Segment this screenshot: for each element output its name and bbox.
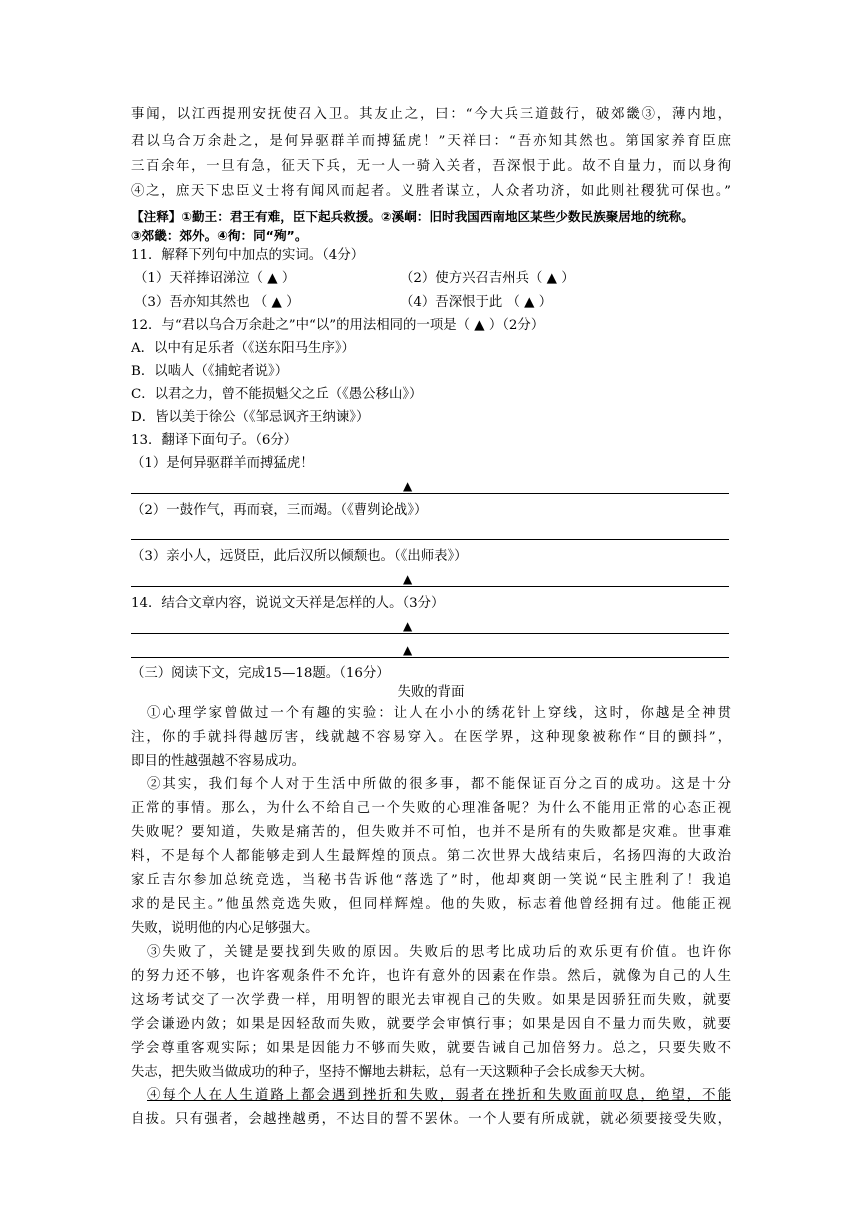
article-line: ②其实，我们每个人对于生活中所做的很多事，都不能保证百分之百的成功。这是十分 [147,777,731,792]
passage-line-1: 事闻，以江西提刑安抚使召入卫。其友止之，曰：“今大兵三道鼓行，破郊畿③，薄内地， [131,107,731,122]
answer-line [131,539,729,540]
article-line: 失志，把失败当做成功的种子，坚持不懈地去耕耘，总有一天这颗种子会长成参天大树。 [131,1065,654,1080]
answer-triangle: ▲ [403,479,413,493]
q11-item-3: （3）吾亦知其然也 （ ▲ ） [134,295,300,310]
section3-heading: （三）阅读下文，完成15—18题。（16分） [131,666,390,681]
answer-line [131,493,729,494]
annotation-line-2: ③郊畿：郊外。④徇：同“殉”。 [131,228,308,243]
article-line: 即目的性越强越不容易成功。 [131,754,306,769]
article-line: 料，不是每个人都能够走到人生最辉煌的顶点。第二次世界大战结束后，名扬四海的大政治 [131,849,731,864]
article-line: 正常的事情。那么，为什么不给自己一个失败的心理准备呢？为什么不能用正常的心态正视 [131,801,731,816]
passage-line-3: 三百余年，一旦有急，征天下兵，无一人一骑入关者，吾深恨于此。故不自量力，而以身徇 [131,159,731,174]
article-line: 学会尊重客观实际；如果是因能力不够而失败，就要告诫自己加倍努力。总之，只要失败不 [131,1041,731,1056]
answer-line [131,633,729,634]
q12-option-d: D．皆以美于徐公（《邹忌讽齐王纳谏》） [131,410,370,425]
q13-item-1: （1）是何异驱群羊而搏猛虎！ [131,456,314,471]
q13-stem: 13．翻译下面句子。（6分） [131,433,298,448]
answer-triangle: ▲ [403,572,413,586]
article-line-underlined: ④每个人在人生道路上都会遇到挫折和失败，弱者在挫折和失败面前叹息，绝望，不能 [147,1088,731,1103]
article-line: 家丘吉尔参加总统竞选，当秘书告诉他“落选了”时，他却爽朗一笑说“民主胜利了！我追 [131,873,731,888]
article-line: 失败，说明他的内心足够强大。 [131,921,319,936]
q12-option-b: B．以啮人（《捕蛇者说》） [131,364,289,379]
q11-stem: 11．解释下列句中加点的实词。（4分） [131,248,365,263]
q11-item-1: （1）天祥捧诏涕泣（ ▲ ） [134,271,296,286]
answer-triangle: ▲ [403,643,413,657]
q13-item-3: （3）亲小人，远贤臣，此后汉所以倾颓也。（《出师表》） [131,549,468,564]
answer-line [131,586,729,587]
passage-line-2: 君以乌合万余赴之，是何异驱群羊而搏猛虎！”天祥曰：“吾亦知其然也。第国家养育臣庶 [131,134,731,149]
q12-option-a: A．以中有足乐者（《送东阳马生序》） [131,341,355,356]
q11-item-4: （4）吾深恨于此 （ ▲ ） [400,295,553,310]
answer-triangle: ▲ [403,619,413,633]
article-line: ①心理学家曾做过一个有趣的实验：让人在小小的绣花针上穿线，这时，你越是全神贯 [147,706,731,721]
article-line: 失败呢？要知道，失败是痛苦的，但失败并不可怕，也并不是所有的失败都是灾难。世事难 [131,825,731,840]
article-line: 自拔。只有强者，会越挫越勇，不达目的誓不罢休。一个人要有所成就，就必须要接受失败， [131,1112,731,1127]
article-title: 失败的背面 [397,685,465,700]
q14-stem: 14．结合文章内容，说说文天祥是怎样的人。（3分） [131,596,445,611]
article-line: 的努力还不够，也许客观条件不允许，也许有意外的因素在作祟。然后，就像为自己的人生 [131,969,731,984]
answer-line [131,657,729,658]
article-line: ③失败了，关键是要找到失败的原因。失败后的思考比成功后的欢乐更有价值。也许你 [147,945,731,960]
q11-item-2: （2）使方兴召吉州兵（ ▲ ） [400,271,575,286]
q13-item-2: （2）一鼓作气，再而衰，三而竭。（《曹刿论战》） [131,503,428,518]
article-line: 注，你的手就抖得越厉害，线就越不容易穿入。在医学界，这种现象被称作“目的颤抖”， [131,730,731,745]
article-line: 求的是民主。”他虽然竞选失败，但同样辉煌。他的失败，标志着他曾经拥有过。他能正视 [131,897,731,912]
article-line: 学会谦逊内敛；如果是因轻敌而失败，就要学会审慎行事；如果是因自不量力而失败，就要 [131,1017,731,1032]
passage-line-4: ④之，庶天下忠臣义士将有闻风而起者。义胜者谋立，人众者功济，如此则社稷犹可保也。” [131,184,731,199]
annotation-line-1: 【注释】①勤王：君王有难，臣下起兵救援。②溪峒：旧时我国西南地区某些少数民族聚居地的统称。 [131,209,694,224]
q12-stem: 12．与“君以乌合万余赴之”中“以”的用法相同的一项是（ ▲ ）（2分） [131,318,545,333]
article-line: 这场考试交了一次学费一样，用明智的眼光去审视自己的失败。如果是因骄狂而失败，就要 [131,993,731,1008]
q12-option-c: C．以君之力，曾不能损魁父之丘（《愚公移山》） [131,387,423,402]
